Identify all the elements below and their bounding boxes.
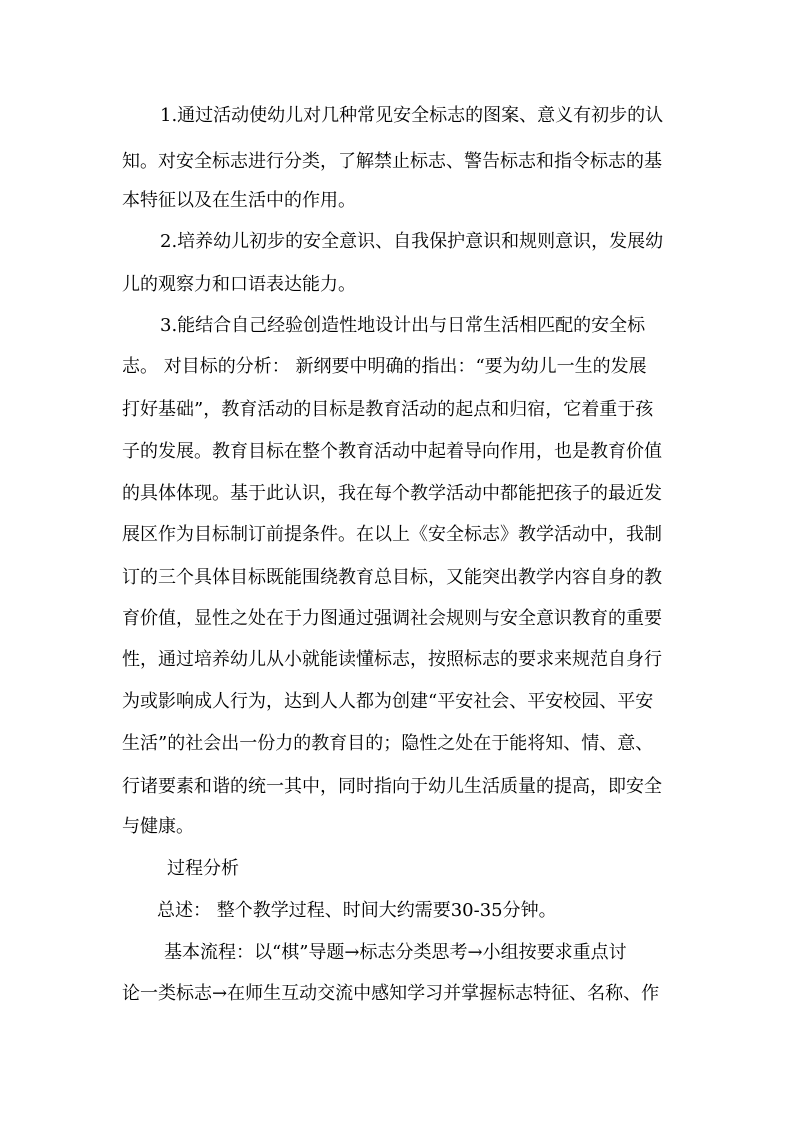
text-line: 基本流程：以“棋”导题→标志分类思考→小组按要求重点讨 (164, 942, 627, 963)
text-line: 的具体体现。基于此认识，我在每个教学活动中都能把孩子的最近发 (122, 483, 662, 504)
text-line: 志。 对目标的分析： 新纲要中明确的指出：“要为幼儿一生的发展 (122, 356, 647, 377)
text-line: 打好基础”，教育活动的目标是教育活动的起点和归宿，它着重于孩 (122, 399, 654, 420)
section-heading: 过程分析 (167, 858, 239, 879)
text-line: 为或影响成人行为，达到人人都为创建“平安社会、平安校园、平安 (122, 691, 654, 712)
text-line: 知。对安全标志进行分类，了解禁止标志、警告标志和指令标志的基 (122, 151, 662, 172)
text-line: 生活”的社会出一份力的教育目的；隐性之处在于能将知、情、意、 (122, 733, 654, 754)
text-line: 行诸要素和谐的统一其中，同时指向于幼儿生活质量的提高，即安全 (122, 776, 662, 797)
text-line: 订的三个具体目标既能围绕教育总目标，又能突出教学内容自身的教 (122, 567, 662, 588)
text-line: 儿的观察力和口语表达能力。 (122, 274, 356, 295)
text-line: 1.通过活动使幼儿对几种常见安全标志的图案、意义有初步的认 (160, 105, 664, 126)
text-line: 3.能结合自己经验创造性地设计出与日常生活相匹配的安全标 (160, 315, 646, 336)
text-line: 子的发展。教育目标在整个教育活动中起着导向作用，也是教育价值 (122, 441, 662, 462)
text-line: 展区作为目标制订前提条件。在以上《安全标志》教学活动中，我制 (122, 524, 662, 545)
text-line: 性，通过培养幼儿从小就能读懂标志，按照标志的要求来规范自身行 (122, 649, 662, 670)
text-line: 与健康。 (122, 816, 194, 837)
text-line: 育价值，显性之处在于力图通过强调社会规则与安全意识教育的重要 (122, 608, 662, 629)
text-line: 2.培养幼儿初步的安全意识、自我保护意识和规则意识，发展幼 (160, 231, 664, 252)
text-line: 本特征以及在生活中的作用。 (122, 190, 356, 211)
text-line: 论一类标志→在师生互动交流中感知学习并掌握标志特征、名称、作 (122, 983, 660, 1004)
text-line: 总述： 整个教学过程、时间大约需要30-35分钟。 (157, 900, 557, 921)
